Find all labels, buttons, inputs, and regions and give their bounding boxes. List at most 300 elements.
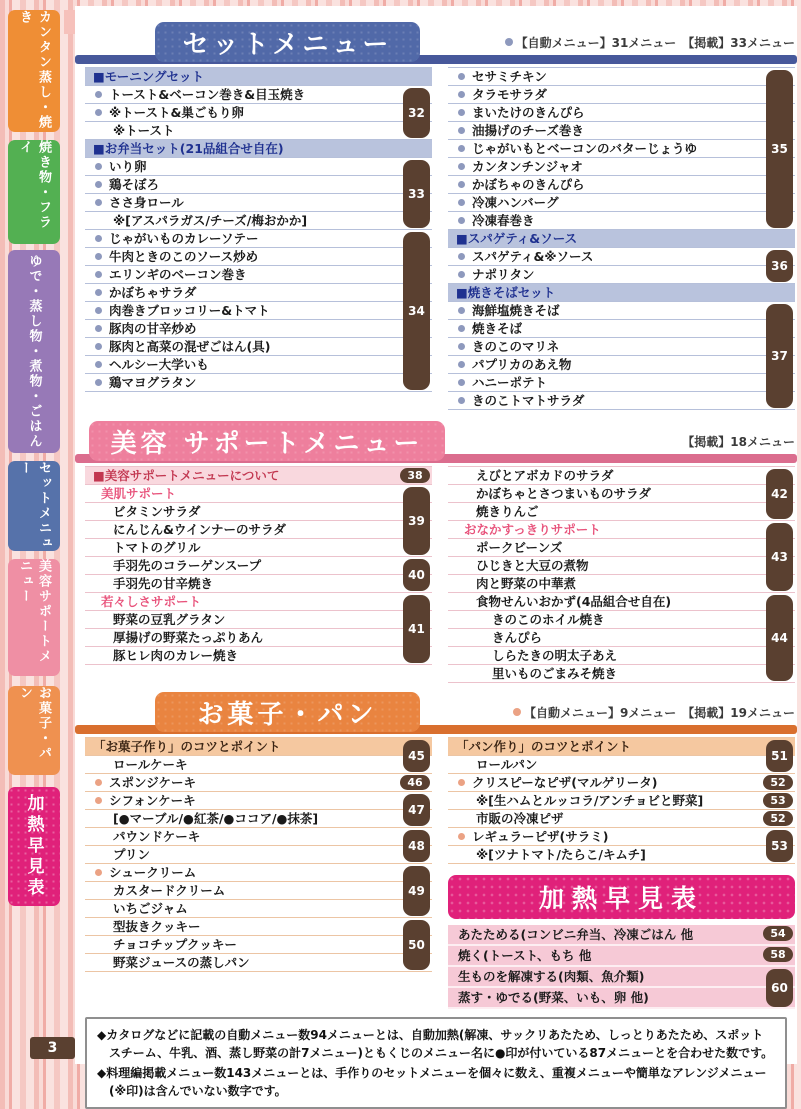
toc-row <box>448 846 795 864</box>
bullet-icon <box>458 307 465 314</box>
toc-row-label: パプリカのあえ物 <box>472 357 572 372</box>
page-number-badge: 52 <box>763 775 793 790</box>
bullet-icon <box>458 343 465 350</box>
toc-row-label: きのこのマリネ <box>472 339 560 354</box>
toc-row-label: 野菜ジュースの蒸しパン <box>113 955 250 970</box>
toc-row-label: きのこトマトサラダ <box>472 393 585 408</box>
toc-row-label: ※トースト&巣ごもり卵 <box>109 105 244 120</box>
page-number-badge: 47 <box>403 794 430 826</box>
heating-table-title: 加熱早見表 <box>448 875 795 919</box>
toc-row-label: 海鮮塩焼きそば <box>472 303 560 318</box>
bullet-icon <box>458 379 465 386</box>
toc-row <box>448 374 795 392</box>
page-number: 3 <box>30 1037 75 1059</box>
toc-row-label: にんじん&ウインナーのサラダ <box>113 522 286 537</box>
sweets-left-column <box>85 737 432 1009</box>
bullet-icon <box>458 127 465 134</box>
sidebar-tab: セットメニュー <box>8 461 60 551</box>
toc-row-label: 「お菓子作り」のコツとポイント <box>93 739 281 754</box>
toc-block <box>85 158 432 230</box>
toc-row <box>85 104 432 122</box>
toc-row <box>448 967 795 988</box>
toc-block <box>448 248 795 284</box>
page-number-badge: 36 <box>766 250 793 282</box>
section-set-header <box>75 22 797 64</box>
footnote: ◆料理編掲載メニュー数143メニューとは、手作りのセットメニューを個々に数え、重複メニューや簡単なアレンジメニュー(※印)は含んでいない数字です。 <box>97 1066 767 1098</box>
section-set-note <box>505 34 795 51</box>
toc-row <box>448 647 795 665</box>
bullet-icon <box>458 779 465 786</box>
toc-block <box>448 230 795 248</box>
toc-row-label: いちごジャム <box>113 901 188 916</box>
toc-row <box>448 946 795 967</box>
bullet-icon <box>458 163 465 170</box>
toc-row-label: 手羽先のコラーゲンスープ <box>113 558 262 573</box>
toc-row <box>448 665 795 683</box>
toc-block <box>448 593 795 683</box>
bullet-icon <box>95 779 102 786</box>
toc-block <box>448 521 795 593</box>
toc-row <box>85 918 432 936</box>
toc-row-label: まいたけのきんぴら <box>472 105 585 120</box>
sidebar-tab: お菓子・パン <box>8 686 60 775</box>
page-number-badge: 43 <box>766 523 793 591</box>
toc-row <box>85 485 432 503</box>
section-beauty-note-text: 【掲載】18メニュー <box>682 435 795 449</box>
page-number-badge: 52 <box>763 811 793 826</box>
toc-block <box>448 925 795 946</box>
toc-row <box>448 140 795 158</box>
toc-row-label: ひじきと大豆の煮物 <box>476 558 589 573</box>
toc-row-label: 蒸す・ゆでる(野菜、いも、卵 他) <box>458 990 649 1005</box>
sidebar-tab: カンタン蒸し・焼き <box>8 10 60 132</box>
toc-row-label: 「パン作り」のコツとポイント <box>456 739 632 754</box>
toc-row <box>448 266 795 284</box>
sidebar-tab: ゆで・蒸し物・煮物・ごはん <box>8 250 60 453</box>
toc-row-label: 若々しさサポート <box>101 594 202 609</box>
toc-row-label: 生ものを解凍する(肉類、魚介類) <box>458 969 645 984</box>
toc-row <box>85 557 432 575</box>
bullet-icon <box>458 145 465 152</box>
toc-row <box>85 575 432 593</box>
toc-row-label: 手羽先の甘辛焼き <box>113 576 214 591</box>
bullet-icon <box>95 235 102 242</box>
toc-row <box>85 503 432 521</box>
beauty-left-column <box>85 466 432 683</box>
toc-row-label: ※トースト <box>113 123 175 138</box>
toc-row <box>448 593 795 611</box>
toc-row <box>85 230 432 248</box>
toc-row <box>85 756 432 774</box>
toc-block <box>448 792 795 810</box>
page-number-badge: 35 <box>766 70 793 228</box>
toc-row-label: スパゲティ&※ソース <box>472 249 594 264</box>
toc-row <box>85 846 432 864</box>
toc-row-label: 豚肉と高菜の混ぜごはん(具) <box>109 339 271 354</box>
toc-row <box>85 611 432 629</box>
bullet-icon <box>95 307 102 314</box>
toc-row <box>448 539 795 557</box>
toc-row <box>85 828 432 846</box>
toc-row <box>85 954 432 972</box>
bullet-icon <box>458 361 465 368</box>
toc-row <box>85 140 432 158</box>
bullet-icon <box>458 109 465 116</box>
toc-block <box>85 593 432 665</box>
page-number-badge: 33 <box>403 160 430 228</box>
toc-row <box>448 756 795 774</box>
toc-row-label: ■美容サポートメニューについて <box>93 468 280 483</box>
page-number-badge: 37 <box>766 304 793 408</box>
bullet-icon <box>95 91 102 98</box>
section-set-title: セットメニュー <box>155 22 420 62</box>
toc-block <box>85 230 432 392</box>
bullet-icon <box>95 343 102 350</box>
section-beauty-header <box>75 421 797 463</box>
toc-block <box>85 774 432 792</box>
toc-row <box>85 338 432 356</box>
toc-row <box>85 882 432 900</box>
toc-row <box>85 629 432 647</box>
toc-block <box>85 467 432 485</box>
toc-row <box>448 810 795 828</box>
toc-row <box>85 122 432 140</box>
toc-row <box>448 467 795 485</box>
page-number-badge: 41 <box>403 595 430 663</box>
bullet-icon <box>95 109 102 116</box>
bullet-icon <box>458 397 465 404</box>
toc-row-label: [●マーブル/●紅茶/●ココア/●抹茶] <box>113 811 319 826</box>
toc-row <box>448 302 795 320</box>
toc-row-label: かぼちゃのきんぴら <box>472 177 585 192</box>
toc-row <box>85 593 432 611</box>
page-number-badge: 58 <box>763 947 793 962</box>
toc-row <box>448 828 795 846</box>
page-number-badge: 54 <box>763 926 793 941</box>
toc-row-label: かぼちゃとさつまいものサラダ <box>476 486 651 501</box>
toc-row <box>85 356 432 374</box>
section-heating-table <box>448 875 795 1009</box>
toc-row-label: 野菜の豆乳グラタン <box>113 612 226 627</box>
section-beauty-title: 美容 サポートメニュー <box>89 421 445 461</box>
toc-block <box>448 467 795 521</box>
footnotes-box <box>85 1017 787 1109</box>
page-number-badge: 51 <box>766 740 793 772</box>
toc-row-label: ■焼きそばセット <box>456 285 556 300</box>
bullet-icon <box>458 217 465 224</box>
page-number-badge: 44 <box>766 595 793 681</box>
page-number-badge: 48 <box>403 830 430 862</box>
toc-row <box>448 792 795 810</box>
page-number-badge: 39 <box>403 487 430 555</box>
toc-row-label: ナポリタン <box>472 267 535 282</box>
page-number-badge: 40 <box>403 559 430 591</box>
toc-row <box>448 988 795 1009</box>
toc-row-label: レギュラーピザ(サラミ) <box>472 829 609 844</box>
toc-row-label: セサミチキン <box>472 69 547 84</box>
toc-row-label: チョコチップクッキー <box>113 937 237 952</box>
toc-row <box>85 539 432 557</box>
toc-block <box>85 557 432 593</box>
toc-row <box>85 374 432 392</box>
section-set-menu <box>75 22 797 410</box>
toc-row-label: シュークリーム <box>109 865 197 880</box>
toc-row <box>448 176 795 194</box>
toc-block <box>85 918 432 972</box>
toc-row-label: 型抜きクッキー <box>113 919 201 934</box>
toc-row <box>448 194 795 212</box>
toc-row-label: 焼きりんご <box>476 504 539 519</box>
toc-row <box>85 810 432 828</box>
toc-row-label: トースト&ベーコン巻き&目玉焼き <box>109 87 306 102</box>
toc-row-label: 鶏そぼろ <box>109 177 160 192</box>
toc-block <box>85 828 432 864</box>
toc-block <box>448 738 795 774</box>
toc-row-label: 焼く(トースト、もち 他 <box>458 948 592 963</box>
toc-row-label: ポークビーンズ <box>476 540 563 555</box>
bullet-icon <box>95 253 102 260</box>
toc-row-label: 鶏マヨグラタン <box>109 375 197 390</box>
toc-block <box>448 284 795 302</box>
toc-row-label: きのこのホイル焼き <box>492 612 605 627</box>
toc-row <box>448 356 795 374</box>
toc-row-label: スポンジケーキ <box>109 775 196 790</box>
toc-row-label: じゃがいもとベーコンのバターじょうゆ <box>472 141 698 156</box>
bullet-icon <box>458 181 465 188</box>
toc-block <box>85 86 432 140</box>
toc-block <box>448 774 795 792</box>
toc-row-label: 油揚げのチーズ巻き <box>472 123 584 138</box>
toc-row <box>85 320 432 338</box>
toc-row <box>85 284 432 302</box>
toc-row <box>448 485 795 503</box>
toc-row-label: 肉巻きブロッコリー&トマト <box>109 303 270 318</box>
toc-row-label: 冷凍ハンバーグ <box>472 195 559 210</box>
bullet-icon <box>458 833 465 840</box>
toc-row-label: 食物せんいおかず(4品組合せ自在) <box>476 594 672 609</box>
sidebar-tab: 美容サポートメニュー <box>8 559 60 676</box>
toc-row-label: しらたきの明太子あえ <box>492 648 618 663</box>
toc-row-label: パウンドケーキ <box>113 829 201 844</box>
toc-block <box>448 68 795 230</box>
section-set-columns <box>75 67 797 410</box>
section-sweets-columns <box>75 737 797 1009</box>
page-number-badge: 45 <box>403 740 430 772</box>
bullet-icon <box>95 797 102 804</box>
toc-row-label: ハニーポテト <box>472 375 548 390</box>
toc-row <box>448 738 795 756</box>
page-number-badge: 32 <box>403 88 430 138</box>
toc-row-label: ■お弁当セット(21品組合せ自在) <box>93 141 284 156</box>
toc-block <box>448 302 795 410</box>
toc-block <box>85 864 432 918</box>
bread-list <box>448 737 795 864</box>
toc-block <box>85 140 432 158</box>
toc-row-label: クリスピーなピザ(マルゲリータ) <box>472 775 658 790</box>
toc-row-label: ヘルシー大学いも <box>109 357 209 372</box>
bullet-icon <box>95 869 102 876</box>
toc-row-label: シフォンケーキ <box>109 793 196 808</box>
note-bullet-icon <box>513 708 521 716</box>
sidebar-tab: 加熱早見表 <box>8 787 60 906</box>
toc-row <box>448 629 795 647</box>
bullet-icon <box>458 271 465 278</box>
toc-row <box>85 212 432 230</box>
toc-row-label: かぼちゃサラダ <box>109 285 197 300</box>
toc-row <box>85 774 432 792</box>
page-number-badge: 34 <box>403 232 430 390</box>
toc-row-label: ※[生ハムとルッコラ/アンチョビと野菜] <box>476 793 704 808</box>
section-set-note-text: 【自動メニュー】31メニュー 【掲載】33メニュー <box>515 36 795 50</box>
toc-block <box>448 946 795 967</box>
toc-row-label: ■モーニングセット <box>93 69 205 84</box>
toc-row <box>85 521 432 539</box>
toc-row-label: プリン <box>113 847 151 862</box>
toc-row-label: 牛肉ときのこのソース炒め <box>109 249 259 264</box>
toc-row-label: 冷凍春巻き <box>472 213 535 228</box>
toc-row <box>448 611 795 629</box>
toc-row <box>448 320 795 338</box>
set-left-column <box>85 67 432 410</box>
toc-row <box>448 104 795 122</box>
bullet-icon <box>95 379 102 386</box>
toc-row-label: 厚揚げの野菜たっぷりあん <box>113 630 264 645</box>
section-beauty-note <box>682 433 795 450</box>
toc-row-label: カンタンチンジャオ <box>472 159 583 174</box>
toc-row <box>448 557 795 575</box>
section-sweets-note-text: 【自動メニュー】9メニュー 【掲載】19メニュー <box>523 706 795 720</box>
toc-row <box>85 158 432 176</box>
sweets-right-column <box>448 737 795 1009</box>
toc-row-label: あたためる(コンビニ弁当、冷凍ごはん 他 <box>458 927 694 942</box>
page-number-badge: 53 <box>763 793 793 808</box>
toc-row-label: 肉と野菜の中華煮 <box>476 576 577 591</box>
toc-row-label: いり卵 <box>109 159 147 174</box>
toc-row-label: 豚肉の甘辛炒め <box>109 321 197 336</box>
page-number-badge: 42 <box>766 469 793 519</box>
toc-row <box>448 774 795 792</box>
toc-row-label: えびとアボカドのサラダ <box>476 468 614 483</box>
toc-row-label: ささ身ロール <box>109 195 184 210</box>
section-sweets-note <box>513 704 795 721</box>
toc-row-label: ※[アスパラガス/チーズ/梅おかか] <box>113 213 308 228</box>
footnote: ◆カタログなどに記載の自動メニュー数94メニューとは、自動加熱(解凍、サックリあたため、しっとりあたため、スポットスチーム、牛乳、酒、蒸し野菜の計7メニュー)ともくじのメニュー名に●印が付いている87メニューとを合わせた数です。 <box>97 1028 774 1060</box>
toc-row-label: ■スパゲティ&ソース <box>456 231 578 246</box>
section-sweets-header <box>75 692 797 734</box>
toc-row <box>85 738 432 756</box>
bullet-icon <box>95 181 102 188</box>
page-number-badge: 46 <box>400 775 430 790</box>
toc-row-label: エリンギのベーコン巻き <box>109 267 247 282</box>
section-beauty-columns <box>75 466 797 683</box>
beauty-right-column <box>448 466 795 683</box>
toc-row-label: きんぴら <box>492 630 543 645</box>
bullet-icon <box>95 271 102 278</box>
bullet-icon <box>95 289 102 296</box>
toc-block <box>448 810 795 828</box>
toc-row <box>85 864 432 882</box>
toc-row-label: タラモサラダ <box>472 87 547 102</box>
section-beauty-menu <box>75 421 797 683</box>
bullet-icon <box>95 163 102 170</box>
bullet-icon <box>458 91 465 98</box>
toc-row <box>448 230 795 248</box>
bullet-icon <box>458 73 465 80</box>
toc-row <box>448 338 795 356</box>
toc-row <box>448 392 795 410</box>
toc-block <box>448 828 795 864</box>
toc-row <box>85 86 432 104</box>
toc-row-label: カスタードクリーム <box>113 883 226 898</box>
toc-row-label: ロールパン <box>476 757 538 772</box>
set-right-column <box>448 67 795 410</box>
sidebar-tab: 焼き物・フライ <box>8 140 60 244</box>
toc-row-label: ロールケーキ <box>113 757 188 772</box>
toc-row <box>85 194 432 212</box>
toc-row <box>448 68 795 86</box>
note-bullet-icon <box>505 38 513 46</box>
bullet-icon <box>458 325 465 332</box>
toc-row <box>448 122 795 140</box>
toc-row-label: 美肌サポート <box>101 486 177 501</box>
toc-row <box>85 647 432 665</box>
toc-row <box>448 212 795 230</box>
toc-row <box>85 176 432 194</box>
toc-row <box>448 925 795 946</box>
bullet-icon <box>95 199 102 206</box>
toc-row <box>85 302 432 320</box>
toc-row <box>85 467 432 485</box>
toc-block <box>85 485 432 557</box>
page-number-badge: 49 <box>403 866 430 916</box>
toc-row-label: 市販の冷凍ピザ <box>476 811 564 826</box>
heating-table-rows <box>448 925 795 1009</box>
toc-row <box>448 248 795 266</box>
toc-row-label: 豚ヒレ肉のカレー焼き <box>113 648 239 663</box>
toc-row <box>85 248 432 266</box>
toc-row <box>448 503 795 521</box>
section-sweets-title: お菓子・パン <box>155 692 420 732</box>
toc-row <box>448 521 795 539</box>
toc-row-label: ※[ツナトマト/たらこ/キムチ] <box>476 847 646 862</box>
page-number-badge: 38 <box>400 468 430 483</box>
toc-block <box>85 68 432 86</box>
toc-row-label: 焼きそば <box>472 321 523 336</box>
bullet-icon <box>95 325 102 332</box>
page-number-badge: 53 <box>766 830 793 862</box>
toc-row <box>448 86 795 104</box>
toc-row <box>85 68 432 86</box>
toc-block <box>85 738 432 774</box>
toc-row <box>85 266 432 284</box>
toc-row <box>85 792 432 810</box>
bullet-icon <box>458 199 465 206</box>
toc-row <box>85 936 432 954</box>
content-panel <box>75 6 797 1098</box>
toc-row <box>85 900 432 918</box>
toc-row-label: トマトのグリル <box>113 540 201 555</box>
toc-row-label: おなかすっきりサポート <box>464 522 601 537</box>
toc-row-label: じゃがいものカレーソテー <box>109 231 259 246</box>
toc-row <box>448 575 795 593</box>
toc-block <box>448 967 795 1009</box>
toc-row-label: ビタミンサラダ <box>113 504 201 519</box>
page-number-badge: 60 <box>766 969 793 1007</box>
toc-row <box>448 158 795 176</box>
section-sweets-bread <box>75 692 797 1009</box>
bullet-icon <box>95 361 102 368</box>
toc-block <box>85 792 432 828</box>
